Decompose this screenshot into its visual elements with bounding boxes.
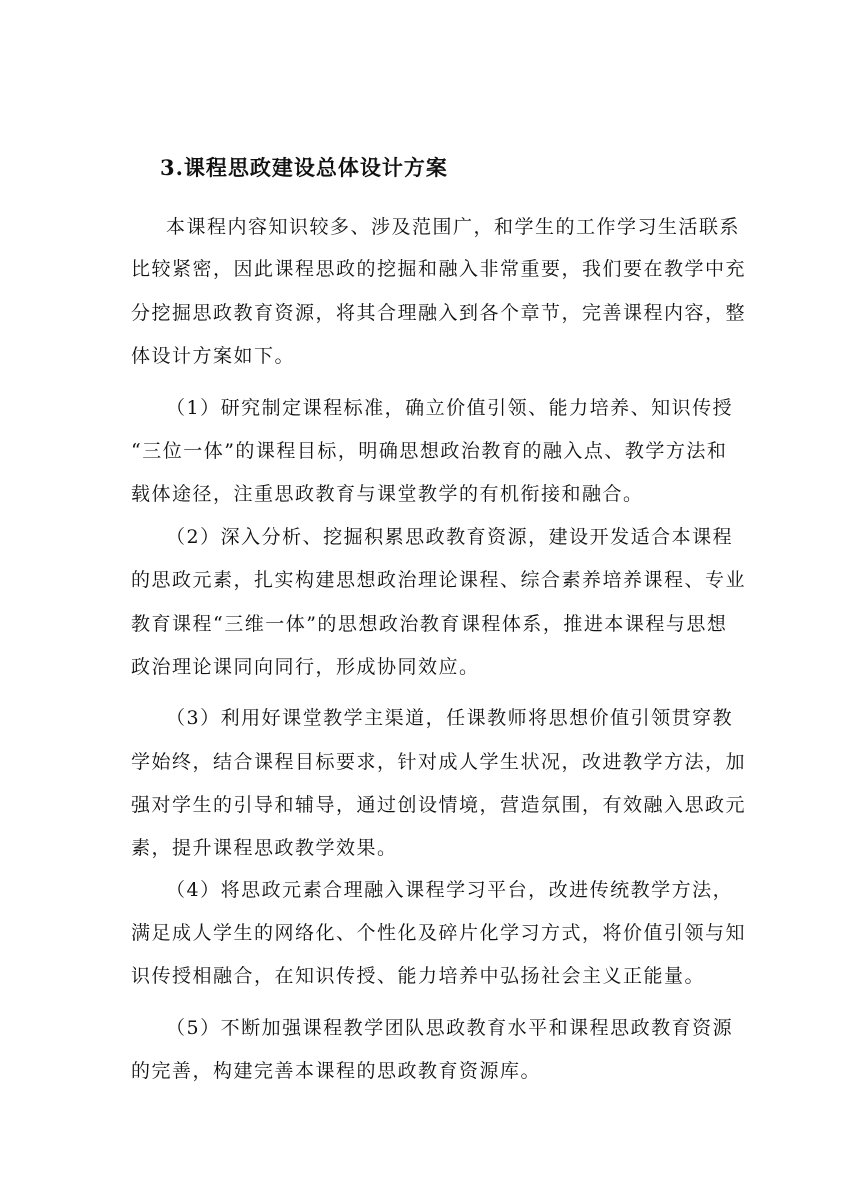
paragraph-line: 素，提升课程思政教学效果。 — [131, 837, 398, 859]
paragraph-line: 的思政元素，扎实构建思想政治理论课程、综合素养培养课程、专业 — [131, 569, 747, 591]
paragraph-line: “三位一体”的课程目标，明确思想政治教育的融入点、教学方法和 — [131, 440, 728, 462]
paragraph-line: （3）利用好课堂教学主渠道，任课教师将思想价值引领贯穿教 — [166, 707, 734, 729]
paragraph-line: 教育课程“三维一体”的思想政治教育课程体系，推进本课程与思想 — [131, 613, 728, 635]
paragraph-line: 的完善，构建完善本课程的思政教育资源库。 — [131, 1060, 542, 1082]
paragraph-line: 体设计方案如下。 — [131, 345, 296, 367]
paragraph-line: （2）深入分析、挖掘积累思政教育资源，建设开发适合本课程 — [166, 526, 734, 548]
paragraph-line: 学始终，结合课程目标要求，针对成人学生状况，改进教学方法，加 — [131, 751, 747, 773]
paragraph-line: 政治理论课同向同行，形成协同效应。 — [131, 656, 480, 678]
paragraph-line: （1）研究制定课程标准，确立价值引领、能力培养、知识传授 — [166, 397, 734, 419]
paragraph-line: 比较紧密，因此课程思政的挖掘和融入非常重要，我们要在教学中充 — [131, 258, 747, 280]
paragraph-line: 分挖掘思政教育资源，将其合理融入到各个章节，完善课程内容，整 — [131, 302, 747, 324]
paragraph-line: （5）不断加强课程教学团队思政教育水平和课程思政教育资源 — [166, 1017, 734, 1039]
paragraph-line: 本课程内容知识较多、涉及范围广，和学生的工作学习生活联系 — [166, 216, 741, 238]
paragraph-line: 识传授相融合，在知识传授、能力培养中弘扬社会主义正能量。 — [131, 965, 706, 987]
paragraph-line: （4）将思政元素合理融入课程学习平台，改进传统教学方法， — [166, 879, 734, 901]
paragraph-line: 强对学生的引导和辅导，通过创设情境，营造氛围，有效融入思政元 — [131, 794, 747, 816]
section-heading: 3.课程思政建设总体设计方案 — [160, 155, 448, 180]
paragraph-line: 载体途径，注重思政教育与课堂教学的有机衔接和融合。 — [131, 483, 644, 505]
paragraph-line: 满足成人学生的网络化、个性化及碎片化学习方式，将价值引领与知 — [131, 922, 747, 944]
